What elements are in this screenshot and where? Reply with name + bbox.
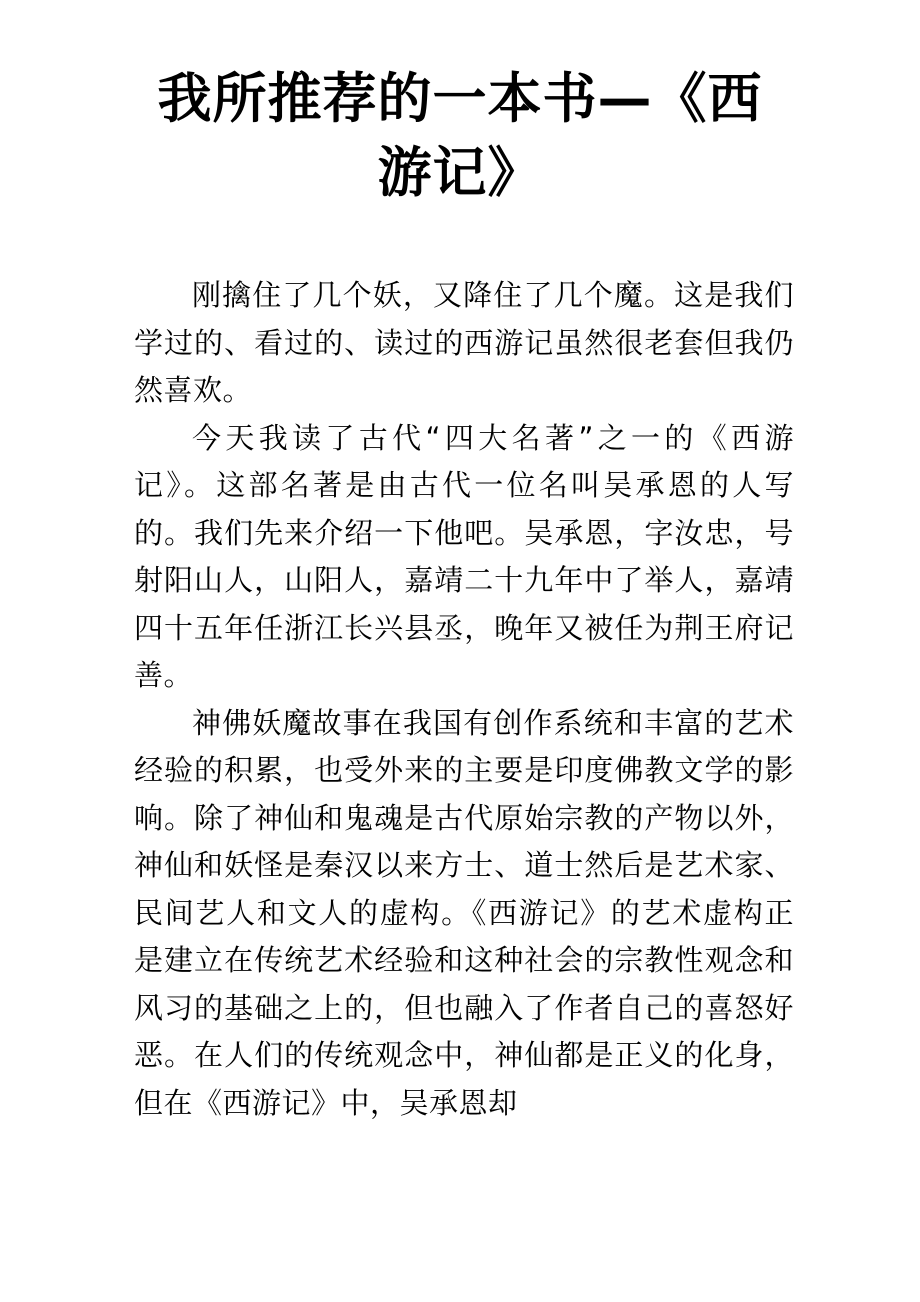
paragraph-3: 神佛妖魔故事在我国有创作系统和丰富的艺术经验的积累，也受外来的主要是印度佛教文学的影响。除了神仙和鬼魂是古代原始宗教的产物以外，神仙和妖怪是秦汉以来方士、道士然后是艺术家、民间艺人和文人的虚构。《西游记》的艺术虚构正是建立在传统艺术经验和这种社会的宗教性观念和风习的基础之上的，但也融入了作者自己的喜怒好恶。在人们的传统观念中，神仙都是正义的化身，但在《西游记》中，吴承恩却 — [134, 705, 794, 1120]
paragraph-1: 刚擒住了几个妖，又降住了几个魔。这是我们学过的、看过的、读过的西游记虽然很老套但我仍然喜欢。 — [134, 278, 794, 407]
document-body — [134, 272, 794, 1127]
document-title: 我所推荐的一本书—《西游记》 — [157, 67, 763, 204]
paragraph-2: 今天我读了古代“四大名著”之一的《西游记》。这部名著是由古代一位名叫吴承恩的人写的。我们先来介绍一下他吧。吴承恩，字汝忠，号射阳山人，山阳人，嘉靖二十九年中了举人，嘉靖四十五年任浙江长兴县丞，晚年又被任为荆王府记善。 — [134, 420, 794, 692]
